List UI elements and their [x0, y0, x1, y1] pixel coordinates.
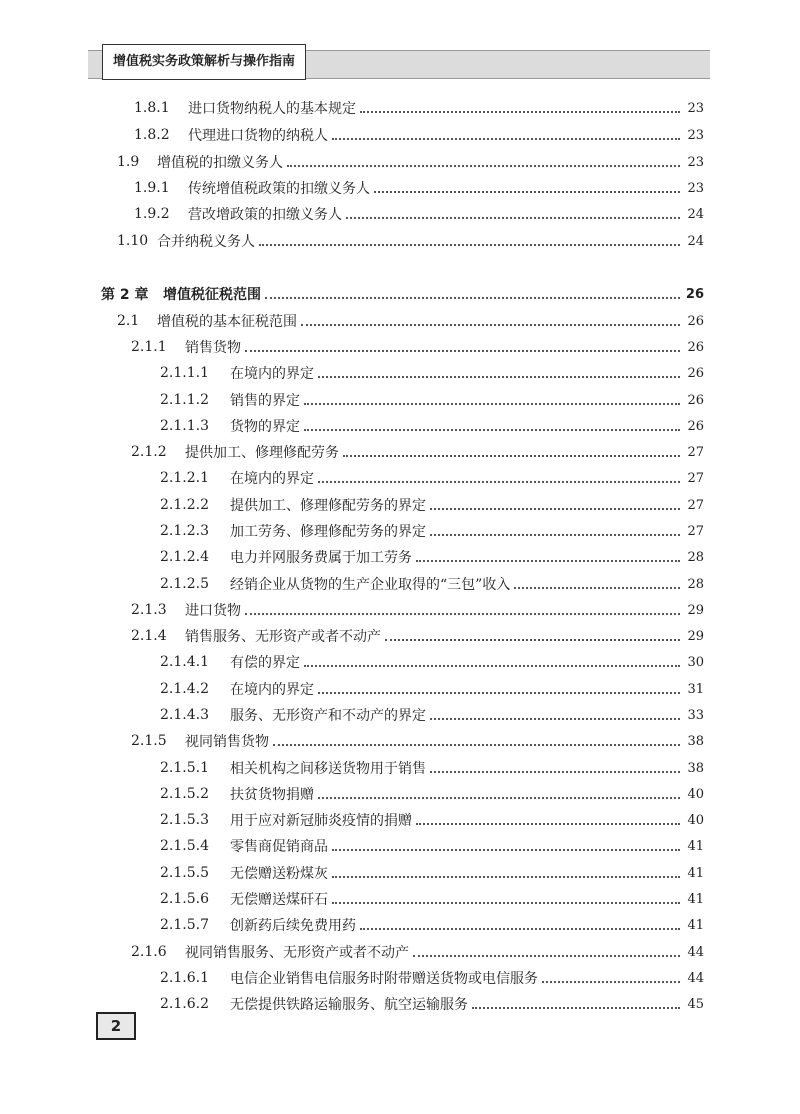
toc-entry: [160, 676, 704, 702]
toc-title: 视同销售货物: [185, 734, 269, 750]
toc-entry: [160, 965, 704, 991]
toc-leader: [472, 1007, 680, 1009]
toc-leader: [360, 928, 680, 930]
toc-number: 2.1.2: [131, 444, 167, 460]
toc-entry: [160, 465, 704, 491]
toc-leader: [273, 744, 680, 746]
toc-number: 2.1.3: [131, 602, 167, 618]
toc-page: 29: [687, 602, 704, 618]
toc-number: 2.1.1.3: [160, 418, 209, 434]
toc-entry: [160, 781, 704, 807]
toc-number: 2.1.5.1: [160, 760, 209, 776]
toc-leader: [514, 587, 680, 589]
toc-title: 进口货物: [185, 603, 241, 619]
toc-number: 2.1: [117, 313, 140, 329]
toc-title: 营改增政策的扣缴义务人: [188, 207, 342, 223]
toc-leader: [245, 350, 680, 352]
toc-leader: [245, 613, 680, 615]
toc-leader: [542, 981, 680, 983]
running-header-title: 增值税实务政策解析与操作指南: [102, 44, 306, 80]
toc-page: 27: [687, 523, 704, 539]
toc-title: 销售服务、无形资产或者不动产: [185, 629, 381, 645]
toc-title: 电信企业销售电信服务时附带赠送货物或电信服务: [230, 971, 538, 987]
toc-page: 26: [685, 286, 704, 302]
toc-page: 38: [687, 760, 704, 776]
toc-number: 2.1.4.1: [160, 654, 209, 670]
toc-page: 24: [687, 233, 704, 249]
toc-title: 在境内的界定: [230, 471, 314, 487]
toc-page: 41: [687, 838, 704, 854]
toc-number: 2.1.1.2: [160, 392, 209, 408]
toc-leader: [430, 771, 680, 773]
toc-chapter-number: 第 2 章: [101, 287, 149, 303]
toc-leader: [346, 217, 680, 219]
toc-title: 无偿赠送粉煤灰: [230, 866, 328, 882]
toc-entry: [160, 702, 704, 728]
toc-page: 27: [687, 444, 704, 460]
toc-entry: [134, 201, 704, 227]
toc-entry: [160, 912, 704, 938]
toc-title: 货物的界定: [230, 419, 300, 435]
toc-entry: [160, 544, 704, 570]
toc-number: 2.1.2.5: [160, 576, 209, 592]
toc-leader: [332, 138, 680, 140]
toc-title: 电力并网服务费属于加工劳务: [230, 550, 412, 566]
toc-title: 传统增值税政策的扣缴义务人: [188, 181, 370, 197]
toc-leader: [430, 508, 680, 510]
toc-number: 2.1.5.7: [160, 917, 209, 933]
toc-title: 无偿提供铁路运输服务、航空运输服务: [230, 997, 468, 1013]
toc-page: 27: [687, 497, 704, 513]
toc-number: 2.1.5.6: [160, 891, 209, 907]
toc-page: 26: [687, 392, 704, 408]
toc-number: 2.1.5: [131, 733, 167, 749]
toc-page: 26: [687, 313, 704, 329]
toc-leader: [430, 534, 680, 536]
toc-number: 2.1.2.2: [160, 497, 209, 513]
toc-number: 2.1.6.2: [160, 996, 209, 1012]
toc-leader: [332, 876, 680, 878]
toc-title: 提供加工、修理修配劳务的界定: [230, 498, 426, 514]
toc-leader: [301, 324, 680, 326]
toc-number: 2.1.5.3: [160, 812, 209, 828]
toc-leader: [385, 639, 680, 641]
toc-number: 2.1.4.3: [160, 707, 209, 723]
toc-title: 提供加工、修理修配劳务: [185, 445, 339, 461]
toc-entry: [160, 991, 704, 1017]
toc-entry: [160, 413, 704, 439]
toc-page: 28: [687, 549, 704, 565]
toc-entry: [131, 623, 704, 649]
toc-page: 40: [687, 812, 704, 828]
toc-entry: [160, 360, 704, 386]
toc-leader: [287, 165, 680, 167]
toc-leader: [332, 849, 680, 851]
toc-number: 1.8.2: [134, 127, 170, 143]
toc-page: 45: [687, 996, 704, 1012]
toc-leader: [416, 560, 680, 562]
toc-entry: [134, 122, 704, 148]
toc-title: 加工劳务、修理修配劳务的界定: [230, 524, 426, 540]
page-number: 2: [96, 1012, 136, 1040]
toc-page: 23: [687, 154, 704, 170]
toc-title: 代理进口货物的纳税人: [188, 128, 328, 144]
toc-entry: [160, 518, 704, 544]
toc-page: 44: [687, 944, 704, 960]
toc-chapter-title: 增值税征税范围: [163, 287, 261, 303]
toc-entry: [117, 228, 704, 254]
toc-leader: [304, 429, 680, 431]
toc-title: 服务、无形资产和不动产的界定: [230, 708, 426, 724]
toc-entry: [160, 833, 704, 859]
toc-number: 2.1.6.1: [160, 970, 209, 986]
toc-entry: [160, 886, 704, 912]
toc-title: 有偿的界定: [230, 655, 300, 671]
toc-title: 销售的界定: [230, 393, 300, 409]
toc-number: 2.1.2.3: [160, 523, 209, 539]
toc-leader: [318, 376, 680, 378]
toc-entry: [117, 149, 704, 175]
toc-page: 38: [687, 733, 704, 749]
toc-leader: [304, 665, 680, 667]
toc-entry: [160, 807, 704, 833]
toc-page: 40: [687, 786, 704, 802]
toc-entry: [134, 95, 704, 121]
toc-title: 用于应对新冠肺炎疫情的捐赠: [230, 813, 412, 829]
toc-chapter-entry: [101, 281, 704, 307]
toc-number: 1.10: [117, 233, 149, 249]
toc-page: 44: [687, 970, 704, 986]
toc-number: 2.1.5.5: [160, 865, 209, 881]
toc-title: 视同销售服务、无形资产或者不动产: [185, 945, 409, 961]
toc-page: 27: [687, 470, 704, 486]
toc-title: 销售货物: [185, 340, 241, 356]
toc-entry: [160, 649, 704, 675]
toc-leader: [265, 297, 680, 299]
toc-page: 26: [687, 365, 704, 381]
toc-page: 26: [687, 339, 704, 355]
toc-page: 30: [687, 654, 704, 670]
toc-entry: [131, 439, 704, 465]
toc-number: 2.1.5.2: [160, 786, 209, 802]
toc-number: 2.1.1.1: [160, 365, 209, 381]
toc-page: 26: [687, 418, 704, 434]
toc-page: 33: [687, 707, 704, 723]
toc-leader: [332, 902, 680, 904]
toc-entry: [131, 728, 704, 754]
toc-entry: [131, 939, 704, 965]
toc-page: 41: [687, 865, 704, 881]
toc-number: 2.1.5.4: [160, 838, 209, 854]
toc-number: 1.9: [117, 154, 140, 170]
toc-title: 增值税的扣缴义务人: [157, 155, 283, 171]
toc-entry: [160, 571, 704, 597]
toc-leader: [259, 244, 680, 246]
toc-entry: [131, 597, 704, 623]
toc-page: 23: [687, 180, 704, 196]
toc-leader: [374, 191, 680, 193]
toc-leader: [318, 692, 680, 694]
toc-leader: [430, 718, 680, 720]
toc-number: 2.1.2.4: [160, 549, 209, 565]
toc-entry: [160, 492, 704, 518]
toc-title: 创新药后续免费用药: [230, 918, 356, 934]
toc-page: 28: [687, 576, 704, 592]
toc-title: 经销企业从货物的生产企业取得的“三包”收入: [230, 577, 511, 593]
toc-title: 相关机构之间移送货物用于销售: [230, 761, 426, 777]
toc-title: 合并纳税义务人: [157, 234, 255, 250]
toc-entry: [131, 334, 704, 360]
toc-leader: [318, 481, 680, 483]
toc-page: 41: [687, 891, 704, 907]
toc-page: 29: [687, 628, 704, 644]
toc-entry: [134, 175, 704, 201]
toc-number: 1.8.1: [134, 100, 170, 116]
toc-entry: [160, 860, 704, 886]
toc-page: 23: [687, 100, 704, 116]
toc-entry: [160, 755, 704, 781]
toc-leader: [318, 797, 680, 799]
toc-title: 无偿赠送煤矸石: [230, 892, 328, 908]
toc-number: 2.1.2.1: [160, 470, 209, 486]
toc-page: 23: [687, 127, 704, 143]
toc-title: 进口货物纳税人的基本规定: [188, 101, 356, 117]
toc-title: 增值税的基本征税范围: [157, 314, 297, 330]
toc-title: 在境内的界定: [230, 366, 314, 382]
toc-entry: [117, 308, 704, 334]
toc-number: 2.1.6: [131, 944, 167, 960]
toc-leader: [416, 823, 680, 825]
toc-leader: [343, 455, 680, 457]
toc-number: 1.9.2: [134, 206, 170, 222]
toc-leader: [304, 403, 680, 405]
toc-page: 41: [687, 917, 704, 933]
toc-leader: [360, 111, 680, 113]
toc-title: 扶贫货物捐赠: [230, 787, 314, 803]
toc-title: 零售商促销商品: [230, 839, 328, 855]
toc-number: 2.1.4.2: [160, 681, 209, 697]
toc-number: 2.1.1: [131, 339, 167, 355]
toc-leader: [413, 955, 680, 957]
toc-title: 在境内的界定: [230, 682, 314, 698]
toc-page: 24: [687, 206, 704, 222]
toc-entry: [160, 387, 704, 413]
toc-number: 2.1.4: [131, 628, 167, 644]
toc-number: 1.9.1: [134, 180, 170, 196]
toc-page: 31: [687, 681, 704, 697]
